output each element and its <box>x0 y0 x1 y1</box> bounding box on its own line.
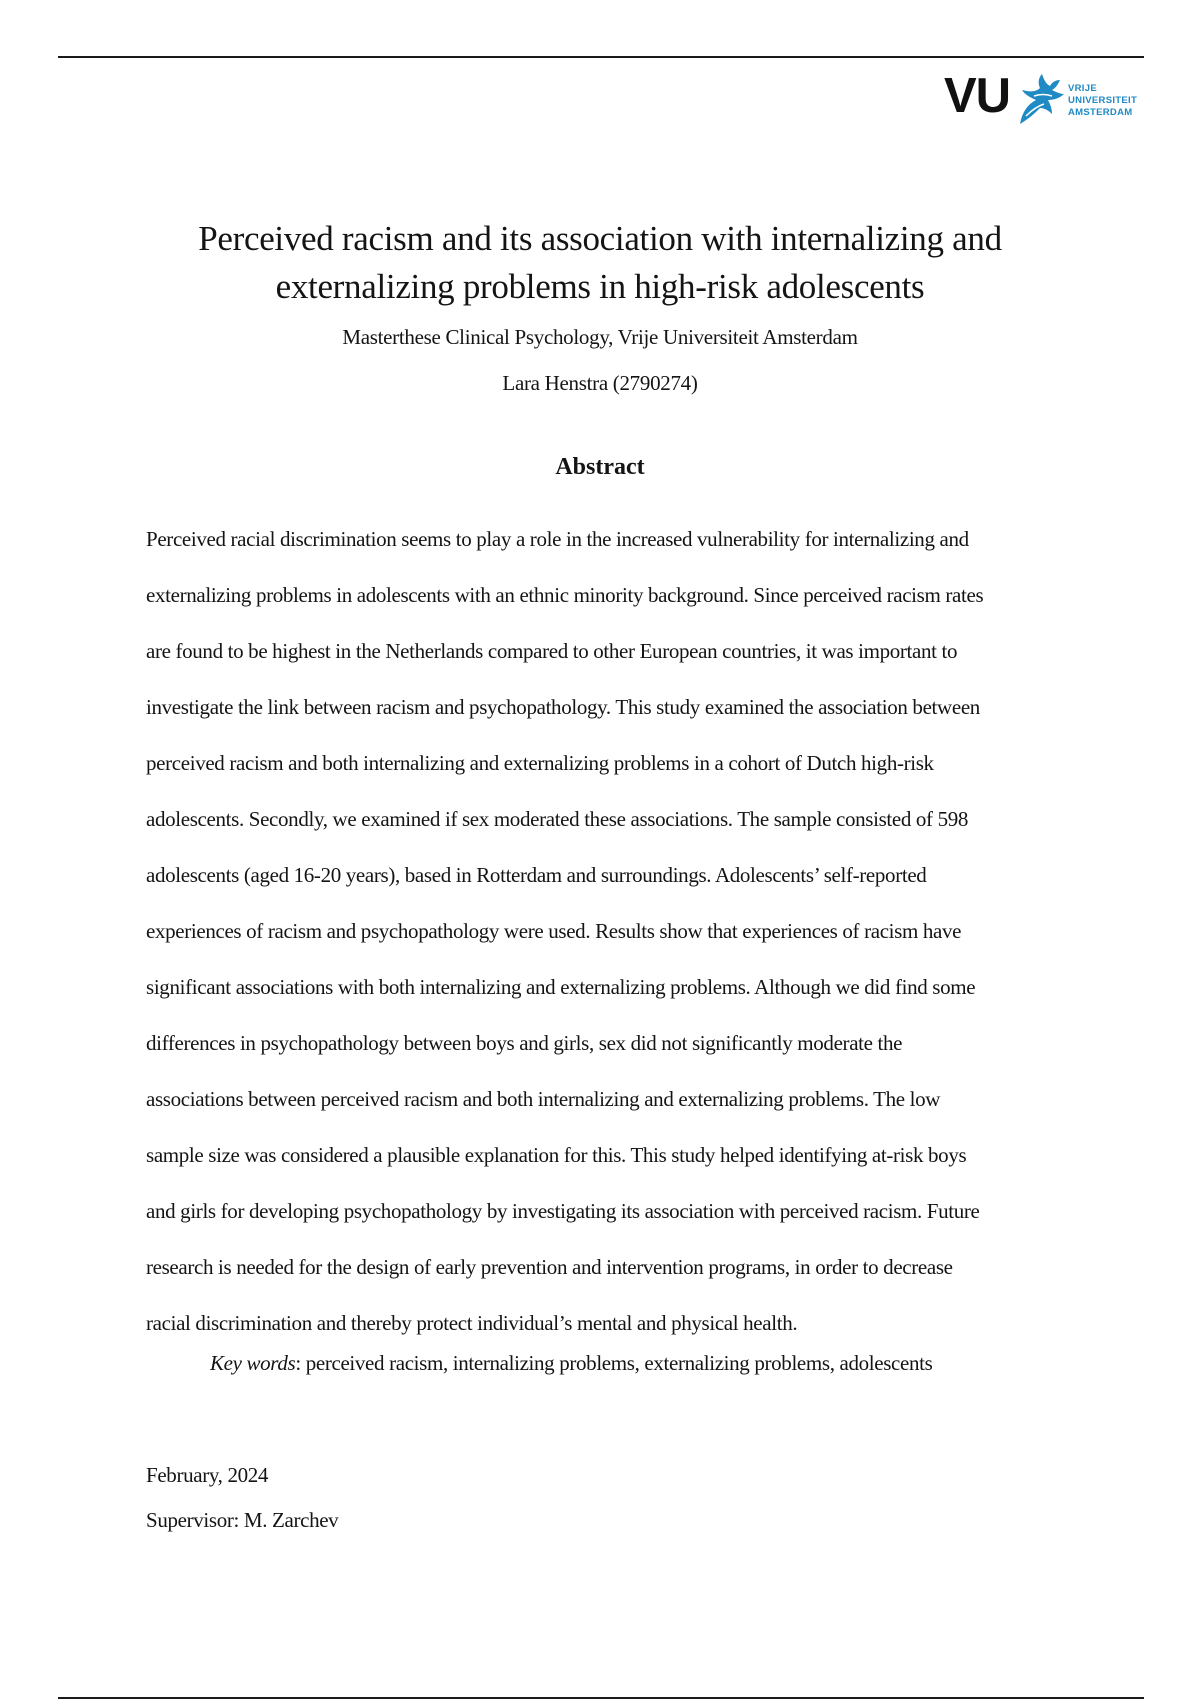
abstract-line: adolescents. Secondly, we examined if sex moderated these associations. The sample consisted of 598 <box>146 807 969 831</box>
abstract-line: investigate the link between racism and psychopathology. This study examined the association between <box>146 695 980 719</box>
vu-logo <box>944 70 1144 130</box>
keywords <box>210 1350 1110 1376</box>
top-rule <box>58 56 1144 58</box>
logo-university-name <box>1068 83 1137 119</box>
title-line: externalizing problems in high-risk adolescents <box>275 267 925 306</box>
abstract-line: differences in psychopathology between boys and girls, sex did not significantly moderate the <box>146 1031 903 1055</box>
abstract-line: experiences of racism and psychopathology were used. Results show that experiences of racism have <box>146 919 962 943</box>
logo-name-line: VRIJE <box>1068 83 1097 94</box>
title-line: Perceived racism and its association with internalizing and <box>198 219 1002 258</box>
keywords-text: perceived racism, internalizing problems, externalizing problems, adolescents <box>305 1351 933 1375</box>
abstract-line: perceived racism and both internalizing and externalizing problems in a cohort of Dutch high-risk <box>146 751 934 775</box>
supervisor-line: Supervisor: M. Zarchev <box>146 1508 339 1532</box>
page-title <box>100 215 1100 311</box>
logo-mark: VU <box>944 69 1011 123</box>
keywords-separator: : <box>295 1351 306 1375</box>
submission-date: February, 2024 <box>146 1463 269 1487</box>
abstract-line: are found to be highest in the Netherlands compared to other European countries, it was important to <box>146 639 958 663</box>
abstract-line: racial discrimination and thereby protect individual’s mental and physical health. <box>146 1311 798 1335</box>
abstract-body <box>146 511 1056 1351</box>
abstract-line: associations between perceived racism and both internalizing and externalizing problems. The low <box>146 1087 941 1111</box>
abstract-line: and girls for developing psychopathology by investigating its association with perceived racism. Future <box>146 1199 980 1223</box>
abstract-line: Perceived racial discrimination seems to play a role in the increased vulnerability for internalizing and <box>146 527 969 551</box>
logo-name-line: AMSTERDAM <box>1068 107 1133 118</box>
abstract-line: significant associations with both internalizing and externalizing problems. Although we did find some <box>146 975 976 999</box>
abstract-line: adolescents (aged 16-20 years), based in Rotterdam and surroundings. Adolescents’ self-reported <box>146 863 927 887</box>
thesis-subtitle: Masterthese Clinical Psychology, Vrije Universiteit Amsterdam <box>342 325 858 349</box>
keywords-label: Key words <box>210 1351 296 1375</box>
abstract-line: externalizing problems in adolescents with an ethnic minority background. Since perceived racism rates <box>146 583 984 607</box>
author-line: Lara Henstra (2790274) <box>502 371 698 395</box>
logo-name-line: UNIVERSITEIT <box>1068 95 1138 106</box>
bottom-rule <box>58 1697 1144 1699</box>
abstract-line: sample size was considered a plausible explanation for this. This study helped identifying at-risk boys <box>146 1143 967 1167</box>
abstract-line: research is needed for the design of early prevention and intervention programs, in order to decrease <box>146 1255 953 1279</box>
griffin-icon <box>1012 72 1066 128</box>
title-block <box>100 215 1100 395</box>
abstract-heading: Abstract <box>555 454 645 480</box>
